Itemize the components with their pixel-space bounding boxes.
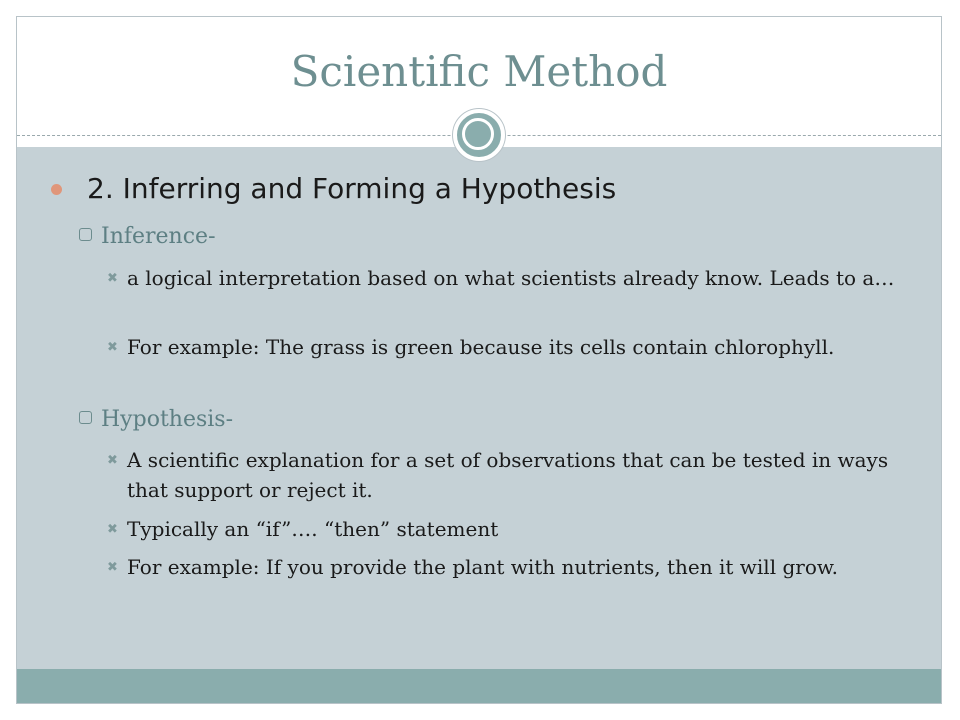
x-bullet-icon: ✖ [107,453,118,468]
list-item [107,552,907,582]
list-item [107,332,907,362]
bullet-level1-text: 2. Inferring and Forming a Hypothesis [87,172,617,205]
footer-bar [17,669,941,703]
slide-title: Scientific Method [290,47,668,96]
list-item [107,514,907,544]
list-item-text: a logical interpretation based on what scientists already know. Leads to a… [127,266,895,290]
checkbox-bullet-icon [79,228,92,241]
section-heading-text: Inference- [101,224,216,249]
x-bullet-icon: ✖ [107,271,118,286]
x-bullet-icon: ✖ [107,522,118,537]
x-bullet-icon: ✖ [107,560,118,575]
list-item-text: For example: If you provide the plant with nutrients, then it will grow. [127,555,838,579]
section-heading-inference [101,224,216,249]
bullet-level1 [71,172,616,205]
decorative-circle-icon [453,109,505,161]
list-item-text: A scientific explanation for a set of observations that can be tested in ways that support or reject it. [127,448,889,502]
x-bullet-icon: ✖ [107,340,118,355]
section-heading-text: Hypothesis- [101,407,234,432]
list-item-text: Typically an “if”…. “then” statement [127,517,499,541]
checkbox-bullet-icon [79,411,92,424]
list-item-text: For example: The grass is green because its cells contain chlorophyll. [127,335,835,359]
list-item [107,445,907,505]
list-item [107,263,907,293]
section-heading-hypothesis [101,407,233,432]
slide [16,16,942,704]
